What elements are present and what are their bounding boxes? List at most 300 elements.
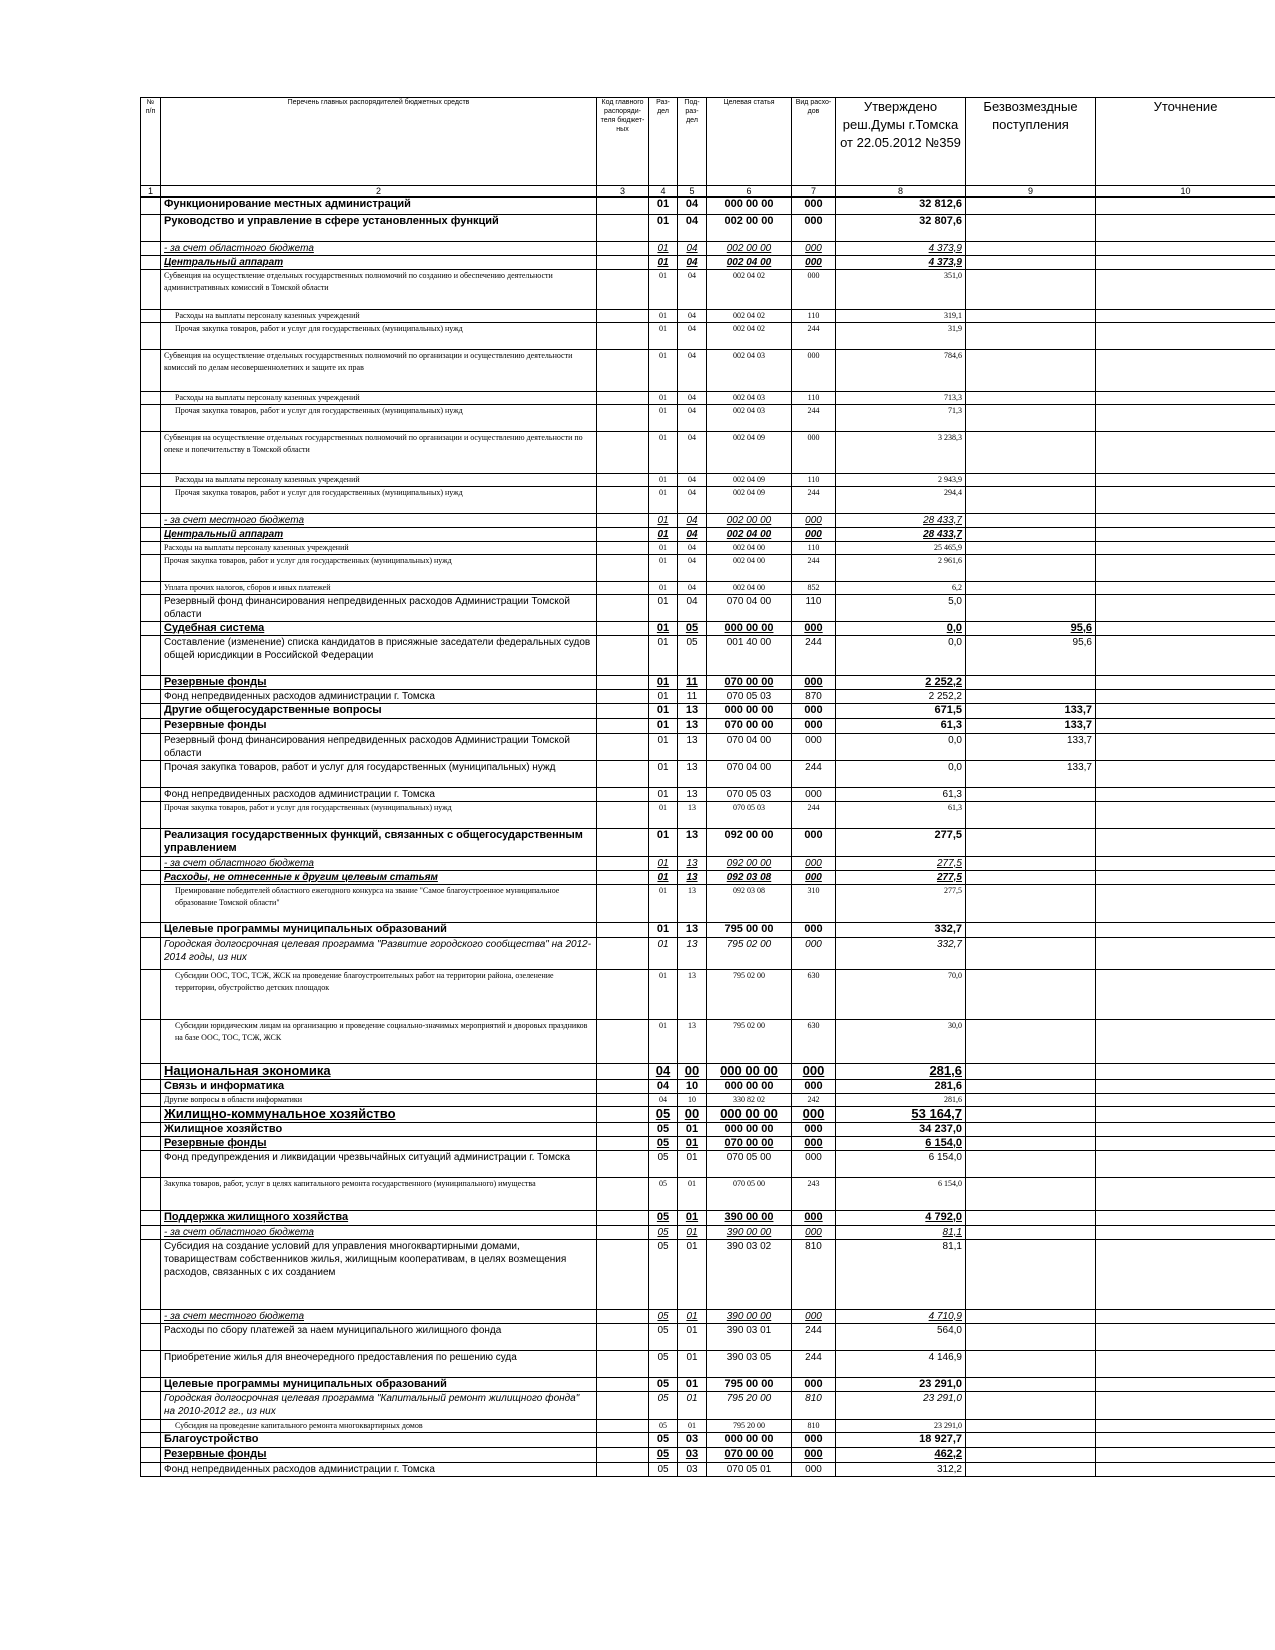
cell-num xyxy=(141,1019,161,1063)
cell-clarify xyxy=(1096,969,1275,1019)
table-row xyxy=(141,828,1275,856)
cell-clarify xyxy=(1096,1323,1275,1350)
cell-vid: 000 xyxy=(792,1122,836,1136)
cell-num xyxy=(141,1063,161,1079)
cell-vid: 244 xyxy=(792,486,836,513)
cell-approved: 81,1 xyxy=(836,1225,966,1239)
cell-razdel: 05 xyxy=(649,1309,678,1323)
cell-code xyxy=(597,703,649,718)
cell-tsel: 002 04 00 xyxy=(707,554,792,581)
cell-razdel: 05 xyxy=(649,1177,678,1210)
cell-tsel: 002 04 03 xyxy=(707,391,792,404)
cell-name: Закупка товаров, работ, услуг в целях капитального ремонта государственного (муниципального) имущества xyxy=(161,1177,597,1210)
cell-gratis: 133,7 xyxy=(966,703,1096,718)
cell-vid: 110 xyxy=(792,541,836,554)
cell-name: Прочая закупка товаров, работ и услуг для государственных (муниципальных) нужд xyxy=(161,486,597,513)
table-row xyxy=(141,1350,1275,1377)
cell-name: Связь и информатика xyxy=(161,1079,597,1093)
table-row xyxy=(141,1419,1275,1432)
cell-razdel: 05 xyxy=(649,1239,678,1309)
cell-gratis xyxy=(966,1136,1096,1150)
cell-gratis: 133,7 xyxy=(966,760,1096,787)
table-row xyxy=(141,255,1275,269)
table-row xyxy=(141,322,1275,349)
budget-sheet xyxy=(140,97,1275,1477)
cell-vid: 000 xyxy=(792,787,836,801)
cell-razdel: 05 xyxy=(649,1350,678,1377)
cell-name: Фонд предупреждения и ликвидации чрезвычайных ситуаций администрации г. Томска xyxy=(161,1150,597,1177)
cell-code xyxy=(597,884,649,922)
cell-name: - за счет областного бюджета xyxy=(161,856,597,870)
table-row xyxy=(141,1210,1275,1225)
cell-approved: 2 943,9 xyxy=(836,473,966,486)
cell-razdel: 01 xyxy=(649,391,678,404)
cell-clarify xyxy=(1096,760,1275,787)
cell-name: Центральный аппарат xyxy=(161,527,597,541)
cell-approved: 713,3 xyxy=(836,391,966,404)
cell-name: Благоустройство xyxy=(161,1432,597,1447)
cell-name: Субсидия на создание условий для управления многоквартирными домами, товариществам собственников жилья, жилищным кооперативам, в целях возмещения расходов, связанных с их созданием xyxy=(161,1239,597,1309)
cell-num xyxy=(141,1150,161,1177)
table-row xyxy=(141,581,1275,594)
cell-approved: 4 792,0 xyxy=(836,1210,966,1225)
cell-clarify xyxy=(1096,1136,1275,1150)
cell-num xyxy=(141,1079,161,1093)
cell-clarify xyxy=(1096,1350,1275,1377)
cell-num xyxy=(141,675,161,689)
header-list: Перечень главных распорядителей бюджетных средств xyxy=(161,98,597,186)
cell-num xyxy=(141,856,161,870)
cell-num xyxy=(141,1106,161,1122)
cell-approved: 332,7 xyxy=(836,937,966,969)
cell-code xyxy=(597,1225,649,1239)
cell-code xyxy=(597,1150,649,1177)
cell-clarify xyxy=(1096,922,1275,937)
cell-approved: 312,2 xyxy=(836,1462,966,1476)
cell-podrazdel: 04 xyxy=(678,581,707,594)
cell-num xyxy=(141,322,161,349)
cell-approved: 671,5 xyxy=(836,703,966,718)
table-row xyxy=(141,801,1275,828)
table-row xyxy=(141,1391,1275,1419)
cell-code xyxy=(597,541,649,554)
cell-name: - за счет местного бюджета xyxy=(161,1309,597,1323)
cell-name: Фонд непредвиденных расходов администрации г. Томска xyxy=(161,787,597,801)
cell-gratis xyxy=(966,1019,1096,1063)
cell-tsel: 390 03 01 xyxy=(707,1323,792,1350)
cell-approved: 34 237,0 xyxy=(836,1122,966,1136)
cell-num xyxy=(141,1122,161,1136)
cell-approved: 61,3 xyxy=(836,787,966,801)
cell-podrazdel: 04 xyxy=(678,486,707,513)
table-row xyxy=(141,197,1275,214)
cell-razdel: 05 xyxy=(649,1225,678,1239)
cell-razdel: 01 xyxy=(649,856,678,870)
cell-tsel: 070 05 03 xyxy=(707,801,792,828)
cell-podrazdel: 11 xyxy=(678,675,707,689)
cell-podrazdel: 04 xyxy=(678,554,707,581)
cell-name: - за счет местного бюджета xyxy=(161,513,597,527)
cell-clarify xyxy=(1096,1210,1275,1225)
cell-code xyxy=(597,1079,649,1093)
cell-approved: 25 465,9 xyxy=(836,541,966,554)
table-row xyxy=(141,1106,1275,1122)
cell-gratis xyxy=(966,322,1096,349)
cell-gratis xyxy=(966,1079,1096,1093)
cell-approved: 462,2 xyxy=(836,1447,966,1462)
cell-approved: 81,1 xyxy=(836,1239,966,1309)
cell-clarify xyxy=(1096,1019,1275,1063)
cell-podrazdel: 00 xyxy=(678,1063,707,1079)
cell-code xyxy=(597,1391,649,1419)
cell-tsel: 000 00 00 xyxy=(707,703,792,718)
cell-podrazdel: 01 xyxy=(678,1136,707,1150)
cell-name: Резервный фонд финансирования непредвиденных расходов Администрации Томской области xyxy=(161,733,597,760)
cell-code xyxy=(597,1063,649,1079)
cell-vid: 000 xyxy=(792,1225,836,1239)
cell-name: Расходы на выплаты персоналу казенных учреждений xyxy=(161,473,597,486)
cell-code xyxy=(597,621,649,635)
cell-name: Расходы на выплаты персоналу казенных учреждений xyxy=(161,391,597,404)
cell-tsel: 002 04 02 xyxy=(707,269,792,309)
cell-tsel: 070 05 03 xyxy=(707,787,792,801)
cell-vid: 000 xyxy=(792,828,836,856)
cell-approved: 23 291,0 xyxy=(836,1391,966,1419)
cell-podrazdel: 13 xyxy=(678,787,707,801)
cell-razdel: 01 xyxy=(649,718,678,733)
cell-gratis xyxy=(966,391,1096,404)
cell-num xyxy=(141,197,161,214)
cell-tsel: 002 00 00 xyxy=(707,513,792,527)
cell-code xyxy=(597,689,649,703)
cell-approved: 5,0 xyxy=(836,594,966,621)
cell-razdel: 05 xyxy=(649,1106,678,1122)
table-row xyxy=(141,733,1275,760)
cell-razdel: 01 xyxy=(649,922,678,937)
cell-code xyxy=(597,1122,649,1136)
cell-vid: 630 xyxy=(792,1019,836,1063)
cell-podrazdel: 01 xyxy=(678,1419,707,1432)
cell-approved: 277,5 xyxy=(836,870,966,884)
table-row xyxy=(141,621,1275,635)
cell-num xyxy=(141,241,161,255)
cell-clarify xyxy=(1096,884,1275,922)
cell-razdel: 01 xyxy=(649,513,678,527)
cell-name: Расходы, не отнесенные к другим целевым статьям xyxy=(161,870,597,884)
cell-razdel: 05 xyxy=(649,1136,678,1150)
cell-num xyxy=(141,404,161,431)
cell-approved: 31,9 xyxy=(836,322,966,349)
cell-gratis xyxy=(966,969,1096,1019)
cell-gratis xyxy=(966,1122,1096,1136)
cell-num xyxy=(141,884,161,922)
header-razdel: Раз-дел xyxy=(649,98,678,186)
cell-code xyxy=(597,675,649,689)
cell-approved: 53 164,7 xyxy=(836,1106,966,1122)
cell-tsel: 795 20 00 xyxy=(707,1391,792,1419)
table-row xyxy=(141,309,1275,322)
cell-name: Приобретение жилья для внеочередного предоставления по решению суда xyxy=(161,1350,597,1377)
table-row xyxy=(141,404,1275,431)
table-row xyxy=(141,1377,1275,1391)
cell-name: Функционирование местных администраций xyxy=(161,197,597,214)
table-row xyxy=(141,1136,1275,1150)
cell-razdel: 01 xyxy=(649,635,678,675)
budget-table xyxy=(140,97,1275,1477)
cell-podrazdel: 04 xyxy=(678,404,707,431)
cell-podrazdel: 05 xyxy=(678,621,707,635)
cell-approved: 0,0 xyxy=(836,760,966,787)
cell-clarify xyxy=(1096,703,1275,718)
cell-approved: 277,5 xyxy=(836,884,966,922)
cell-approved: 6,2 xyxy=(836,581,966,594)
cell-vid: 000 xyxy=(792,856,836,870)
cell-gratis xyxy=(966,870,1096,884)
cell-gratis xyxy=(966,1447,1096,1462)
cell-clarify xyxy=(1096,404,1275,431)
header-tsel: Целевая статья xyxy=(707,98,792,186)
cell-podrazdel: 01 xyxy=(678,1210,707,1225)
cell-gratis xyxy=(966,309,1096,322)
cell-clarify xyxy=(1096,1419,1275,1432)
cell-vid: 244 xyxy=(792,635,836,675)
cell-razdel: 01 xyxy=(649,884,678,922)
table-row xyxy=(141,1309,1275,1323)
colnum: 8 xyxy=(836,186,966,198)
cell-name: Расходы на выплаты персоналу казенных учреждений xyxy=(161,541,597,554)
cell-name: Фонд непредвиденных расходов администрации г. Томска xyxy=(161,689,597,703)
table-row xyxy=(141,884,1275,922)
cell-vid: 000 xyxy=(792,1210,836,1225)
cell-podrazdel: 04 xyxy=(678,473,707,486)
cell-num xyxy=(141,541,161,554)
cell-clarify xyxy=(1096,856,1275,870)
cell-tsel: 002 04 00 xyxy=(707,255,792,269)
cell-podrazdel: 01 xyxy=(678,1177,707,1210)
table-row xyxy=(141,787,1275,801)
cell-approved: 3 238,3 xyxy=(836,431,966,473)
cell-approved: 281,6 xyxy=(836,1063,966,1079)
cell-name: Резервные фонды xyxy=(161,718,597,733)
cell-num xyxy=(141,309,161,322)
cell-name: Целевые программы муниципальных образований xyxy=(161,922,597,937)
cell-clarify xyxy=(1096,581,1275,594)
cell-num xyxy=(141,922,161,937)
cell-approved: 30,0 xyxy=(836,1019,966,1063)
cell-name: Городская долгосрочная целевая программа "Капитальный ремонт жилищного фонда" на 2010-2012 гг., из них xyxy=(161,1391,597,1419)
cell-vid: 000 xyxy=(792,1462,836,1476)
cell-num xyxy=(141,1419,161,1432)
cell-code xyxy=(597,513,649,527)
table-row xyxy=(141,675,1275,689)
cell-num xyxy=(141,473,161,486)
cell-razdel: 01 xyxy=(649,349,678,391)
cell-approved: 2 252,2 xyxy=(836,675,966,689)
cell-vid: 000 xyxy=(792,1309,836,1323)
cell-name: Субсидии юридическим лицам на организацию и проведение социально-значимых мероприятий и дворовых праздников на базе ООС, ТОС, ТСЖ, ЖСК xyxy=(161,1019,597,1063)
cell-razdel: 01 xyxy=(649,473,678,486)
cell-code xyxy=(597,309,649,322)
cell-code xyxy=(597,473,649,486)
cell-vid: 852 xyxy=(792,581,836,594)
cell-num xyxy=(141,1377,161,1391)
cell-name: Субвенция на осуществление отдельных государственных полномочий по созданию и обеспечению деятельности административных комиссий в Томской области xyxy=(161,269,597,309)
table-row xyxy=(141,349,1275,391)
cell-num xyxy=(141,269,161,309)
cell-vid: 000 xyxy=(792,1063,836,1079)
cell-approved: 6 154,0 xyxy=(836,1150,966,1177)
cell-num xyxy=(141,828,161,856)
colnum: 5 xyxy=(678,186,707,198)
cell-podrazdel: 05 xyxy=(678,635,707,675)
cell-tsel: 330 82 02 xyxy=(707,1093,792,1106)
cell-approved: 61,3 xyxy=(836,718,966,733)
table-row xyxy=(141,856,1275,870)
colnum: 7 xyxy=(792,186,836,198)
cell-gratis xyxy=(966,527,1096,541)
cell-gratis xyxy=(966,1239,1096,1309)
cell-razdel: 05 xyxy=(649,1391,678,1419)
cell-tsel: 070 05 01 xyxy=(707,1462,792,1476)
cell-num xyxy=(141,594,161,621)
cell-code xyxy=(597,1239,649,1309)
cell-razdel: 01 xyxy=(649,733,678,760)
cell-tsel: 002 04 03 xyxy=(707,404,792,431)
cell-gratis xyxy=(966,1106,1096,1122)
cell-name: Прочая закупка товаров, работ и услуг для государственных (муниципальных) нужд xyxy=(161,760,597,787)
cell-code xyxy=(597,937,649,969)
cell-clarify xyxy=(1096,718,1275,733)
cell-podrazdel: 13 xyxy=(678,1019,707,1063)
table-row xyxy=(141,1019,1275,1063)
cell-code xyxy=(597,594,649,621)
cell-num xyxy=(141,1391,161,1419)
cell-vid: 000 xyxy=(792,922,836,937)
cell-name: Субсидии ООС, ТОС, ТСЖ, ЖСК на проведение благоустроительных работ на территории района, озеленение территории, обустройство детских площадок xyxy=(161,969,597,1019)
cell-clarify xyxy=(1096,527,1275,541)
cell-gratis xyxy=(966,1309,1096,1323)
cell-tsel: 002 04 00 xyxy=(707,527,792,541)
colnum: 10 xyxy=(1096,186,1275,198)
cell-vid: 243 xyxy=(792,1177,836,1210)
cell-num xyxy=(141,760,161,787)
cell-num xyxy=(141,1239,161,1309)
cell-tsel: 390 03 02 xyxy=(707,1239,792,1309)
cell-name: Другие вопросы в области информатики xyxy=(161,1093,597,1106)
cell-num xyxy=(141,801,161,828)
cell-approved: 32 807,6 xyxy=(836,214,966,241)
cell-clarify xyxy=(1096,1309,1275,1323)
cell-clarify xyxy=(1096,1063,1275,1079)
cell-podrazdel: 04 xyxy=(678,349,707,391)
cell-code xyxy=(597,801,649,828)
cell-clarify xyxy=(1096,1462,1275,1476)
cell-razdel: 05 xyxy=(649,1122,678,1136)
cell-clarify xyxy=(1096,1391,1275,1419)
cell-num xyxy=(141,937,161,969)
cell-tsel: 070 04 00 xyxy=(707,733,792,760)
cell-name: Целевые программы муниципальных образований xyxy=(161,1377,597,1391)
cell-approved: 351,0 xyxy=(836,269,966,309)
cell-num xyxy=(141,1136,161,1150)
cell-num xyxy=(141,554,161,581)
cell-razdel: 05 xyxy=(649,1447,678,1462)
cell-gratis xyxy=(966,486,1096,513)
cell-code xyxy=(597,1309,649,1323)
cell-podrazdel: 01 xyxy=(678,1391,707,1419)
cell-tsel: 070 00 00 xyxy=(707,675,792,689)
cell-code xyxy=(597,1462,649,1476)
column-number-row xyxy=(141,186,1275,198)
cell-podrazdel: 01 xyxy=(678,1350,707,1377)
cell-name: Судебная система xyxy=(161,621,597,635)
cell-razdel: 01 xyxy=(649,969,678,1019)
cell-razdel: 04 xyxy=(649,1093,678,1106)
cell-num xyxy=(141,486,161,513)
cell-vid: 110 xyxy=(792,391,836,404)
cell-code xyxy=(597,1106,649,1122)
cell-podrazdel: 03 xyxy=(678,1462,707,1476)
cell-podrazdel: 01 xyxy=(678,1122,707,1136)
cell-gratis xyxy=(966,922,1096,937)
cell-tsel: 000 00 00 xyxy=(707,1063,792,1079)
cell-code xyxy=(597,1210,649,1225)
cell-podrazdel: 13 xyxy=(678,870,707,884)
cell-tsel: 795 02 00 xyxy=(707,937,792,969)
header-approved: Утверждено реш.Думы г.Томска от 22.05.2012 №359 xyxy=(836,98,966,186)
table-row xyxy=(141,214,1275,241)
cell-clarify xyxy=(1096,1177,1275,1210)
cell-num xyxy=(141,581,161,594)
cell-tsel: 795 02 00 xyxy=(707,1019,792,1063)
cell-approved: 2 961,6 xyxy=(836,554,966,581)
cell-vid: 000 xyxy=(792,718,836,733)
cell-gratis xyxy=(966,937,1096,969)
cell-num xyxy=(141,214,161,241)
cell-razdel: 01 xyxy=(649,541,678,554)
cell-name: Прочая закупка товаров, работ и услуг для государственных (муниципальных) нужд xyxy=(161,404,597,431)
cell-code xyxy=(597,1377,649,1391)
cell-razdel: 01 xyxy=(649,870,678,884)
cell-gratis xyxy=(966,581,1096,594)
cell-num xyxy=(141,969,161,1019)
cell-approved: 23 291,0 xyxy=(836,1377,966,1391)
cell-tsel: 000 00 00 xyxy=(707,1122,792,1136)
cell-approved: 277,5 xyxy=(836,828,966,856)
cell-razdel: 01 xyxy=(649,1019,678,1063)
cell-clarify xyxy=(1096,689,1275,703)
colnum: 6 xyxy=(707,186,792,198)
cell-tsel: 070 05 00 xyxy=(707,1177,792,1210)
cell-razdel: 01 xyxy=(649,689,678,703)
cell-clarify xyxy=(1096,1377,1275,1391)
cell-podrazdel: 04 xyxy=(678,541,707,554)
cell-clarify xyxy=(1096,870,1275,884)
table-row xyxy=(141,937,1275,969)
cell-razdel: 05 xyxy=(649,1462,678,1476)
cell-podrazdel: 13 xyxy=(678,884,707,922)
cell-code xyxy=(597,404,649,431)
cell-razdel: 05 xyxy=(649,1150,678,1177)
cell-razdel: 01 xyxy=(649,486,678,513)
cell-tsel: 070 04 00 xyxy=(707,594,792,621)
cell-approved: 281,6 xyxy=(836,1093,966,1106)
cell-num xyxy=(141,527,161,541)
cell-gratis: 95,6 xyxy=(966,635,1096,675)
cell-podrazdel: 11 xyxy=(678,689,707,703)
table-row xyxy=(141,431,1275,473)
cell-vid: 000 xyxy=(792,269,836,309)
